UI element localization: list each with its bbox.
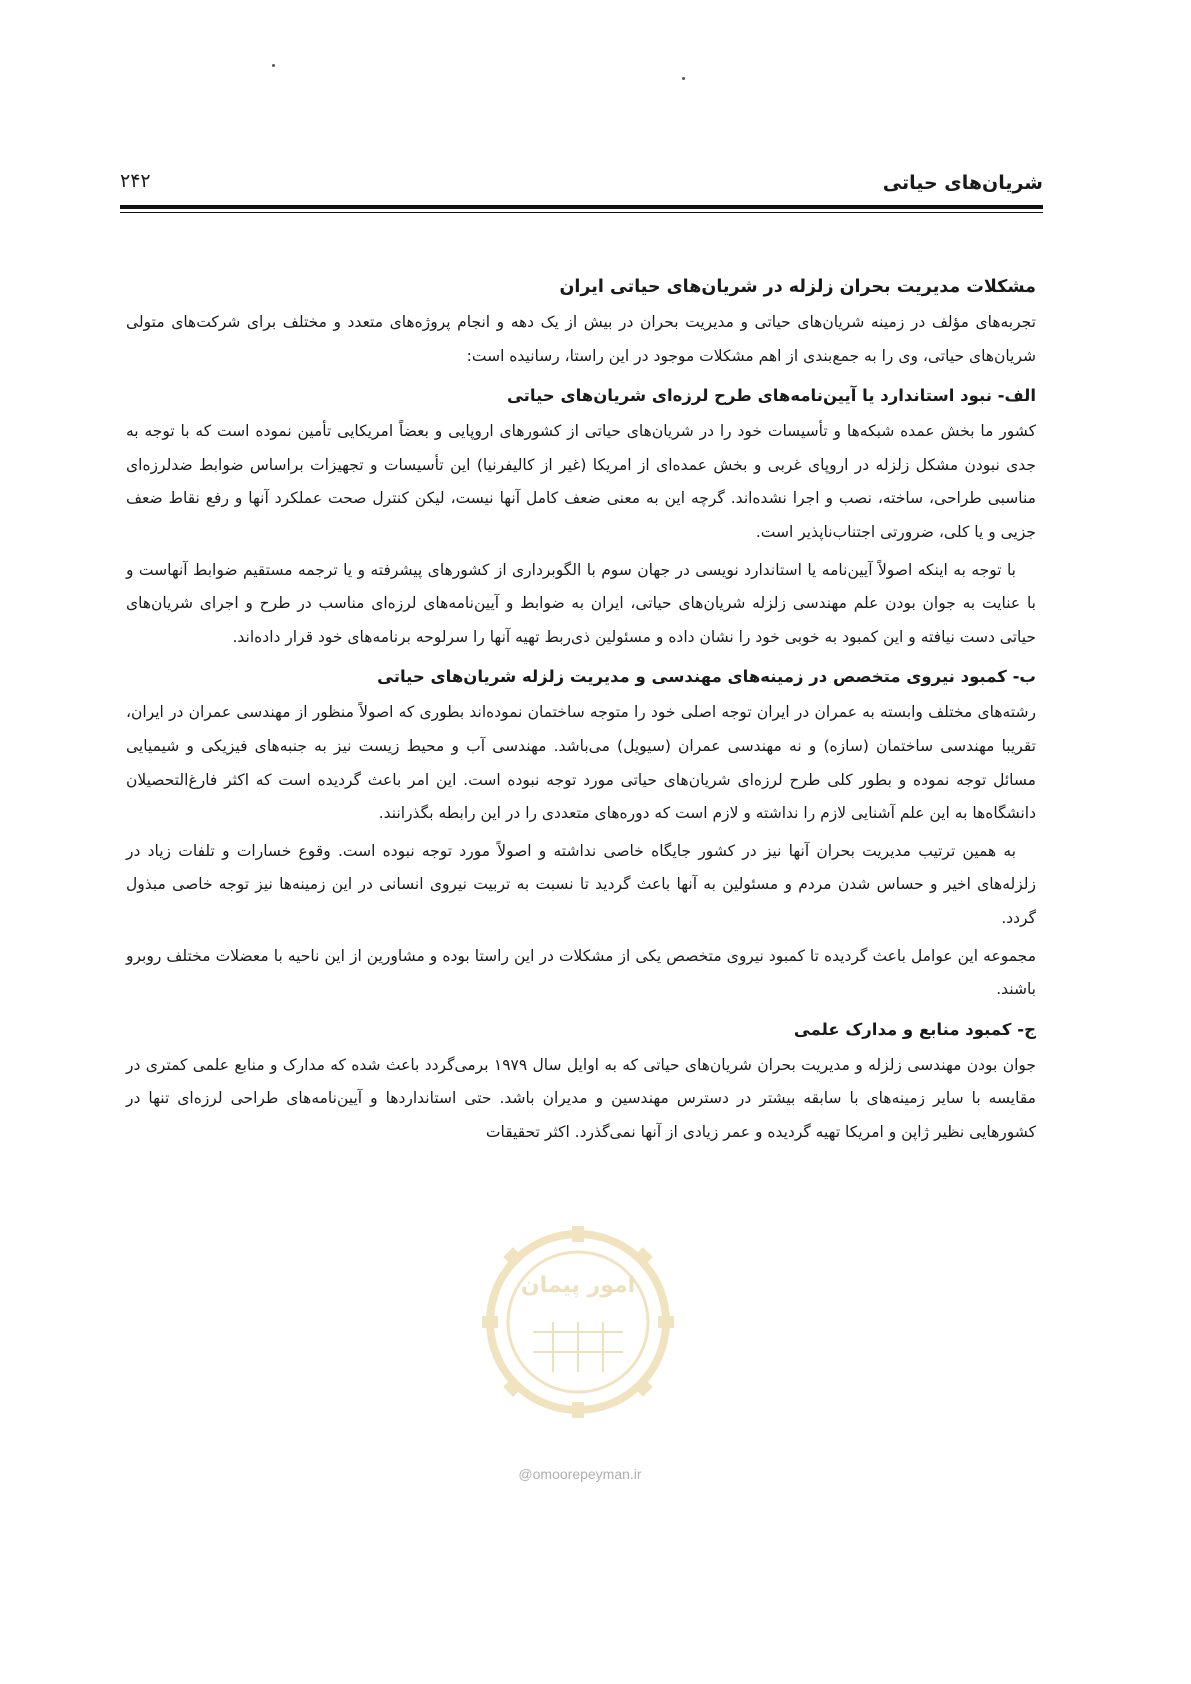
watermark-logo [478, 1222, 678, 1452]
page-header [120, 168, 1043, 202]
subsection-heading-alef: الف- نبود استاندارد یا آیین‌نامه‌های طرح لرزه‌ای شریان‌های حیاتی [506, 386, 1036, 406]
paragraph: با توجه به اینکه اصولاً آیین‌نامه یا استاندارد نویسی در جهان سوم با الگوبرداری از کشورهای پیشرفته و یا ترجمه مستقیم ضوابط آنهاست و با عنایت به جوان بودن علم مهندسی زلزله شریان‌های حیاتی، ایران به ضوابط و آیین‌نامه‌های لرزه‌ای مناسب در طرح و اجرای شریان‌های حیاتی دست نیافته و این کمبود به خوبی خود را نشان داده و مسئولین ذی‌ربط تهیه آنها را سرلوحه برنامه‌های خود قرار داده‌اند. [126, 560, 1036, 646]
watermark-logo-text: امور پیمان [520, 1273, 636, 1298]
page-number: ۲۴۲ [120, 170, 151, 192]
running-title: شریان‌های حیاتی [882, 172, 1043, 194]
section-title: مشکلات مدیریت بحران زلزله در شریان‌های حیاتی ایران [559, 277, 1036, 297]
section-intro: تجربه‌های مؤلف در زمینه شریان‌های حیاتی و مدیریت بحران در بیش از یک دهه و انجام پروژه‌های متعدد و مختلف برای شرکت‌های متولی شریان‌های حیاتی، وی را به جمع‌بندی از اهم مشکلات موجود در این راستا، رسانیده است: [126, 313, 1036, 365]
scan-speck [682, 77, 685, 80]
paragraph: کشور ما بخش عمده شبکه‌ها و تأسیسات خود را در شریان‌های حیاتی از کشورهای اروپایی و بعضاً امریکایی تأمین نموده است که با توجه به جدی نبودن مشکل زلزله در اروپای غربی و بخش عمده‌ای از امریکا (غیر از کالیفرنیا) این تأسیسات و تجهیزات براساس ضوابط ضدلرزه‌ای مناسبی طراحی، ساخته، نصب و اجرا نشده‌اند. گرچه این به معنی ضعف کامل آنها نیست، لیکن کنترل صحت عملکرد آنها و رفع نقاط ضعف جزیی و یا کلی، ضرورتی اجتناب‌ناپذیر است. [126, 422, 1036, 541]
page-body [126, 270, 1036, 1153]
subsection-heading-be: ب- کمبود نیروی متخصص در زمینه‌های مهندسی و مدیریت زلزله شریان‌های حیاتی [377, 667, 1036, 687]
subsection-heading-jim: ج- کمبود منابع و مدارک علمی [793, 1019, 1036, 1039]
paragraph: به همین ترتیب مدیریت بحران آنها نیز در کشور جایگاه خاصی نداشته و اصولاً مورد توجه نبوده است. وقوع خسارات و تلفات زیاد در زلزله‌های اخیر و حساس شدن مردم و مسئولین به آنها باعث گردید تا نسبت به تربیت نیروی انسانی در این زمینه‌ها نیز توجه خاصی مبذول گردد. [126, 841, 1036, 927]
paragraph: رشته‌های مختلف وابسته به عمران در ایران توجه اصلی خود را متوجه ساختمان نموده‌اند بطوری که اصولاً منظور از مهندسی عمران در ایران، تقریبا مهندسی ساختمان (سازه) و نه مهندسی عمران (سیویل) می‌باشد. مهندسی آب و محیط زیست نیز به جنبه‌های فیزیکی و شیمیایی مسائل توجه نموده و بطور کلی طرح لرزه‌ای شریان‌های حیاتی مورد توجه نبوده است. این امر باعث گردیده است که اکثر فارغ‌التحصیلان دانشگاه‌ها به این علم آشنایی لازم را نداشته و لازم است که دوره‌های متعددی را در این رابطه بگذرانند. [126, 703, 1036, 823]
paragraph: جوان بودن مهندسی زلزله و مدیریت بحران شریان‌های حیاتی که به اوایل سال ۱۹۷۹ برمی‌گردد باعث شده که مدارک و منابع علمی کمتری در مقایسه با سایر زمینه‌های با سابقه بیشتر در دسترس مهندسین و مدیران باشد. حتی استانداردها و آیین‌نامه‌های طراحی لرزه‌ای تنها در کشورهایی نظیر ژاپن و امریکا تهیه گردیده و عمر زیادی از آنها نمی‌گذرد. اکثر تحقیقات [126, 1055, 1036, 1141]
scan-speck [272, 64, 275, 67]
paragraph: مجموعه این عوامل باعث گردیده تا کمبود نیروی متخصص یکی از مشکلات در این راستا بوده و مشاورین از این ناحیه با معضلات مختلف روبرو باشند. [126, 946, 1036, 999]
header-rule-thin [120, 212, 1043, 213]
watermark-url: @omoorepeyman.ir [518, 1466, 642, 1482]
header-rule-thick [120, 205, 1043, 209]
